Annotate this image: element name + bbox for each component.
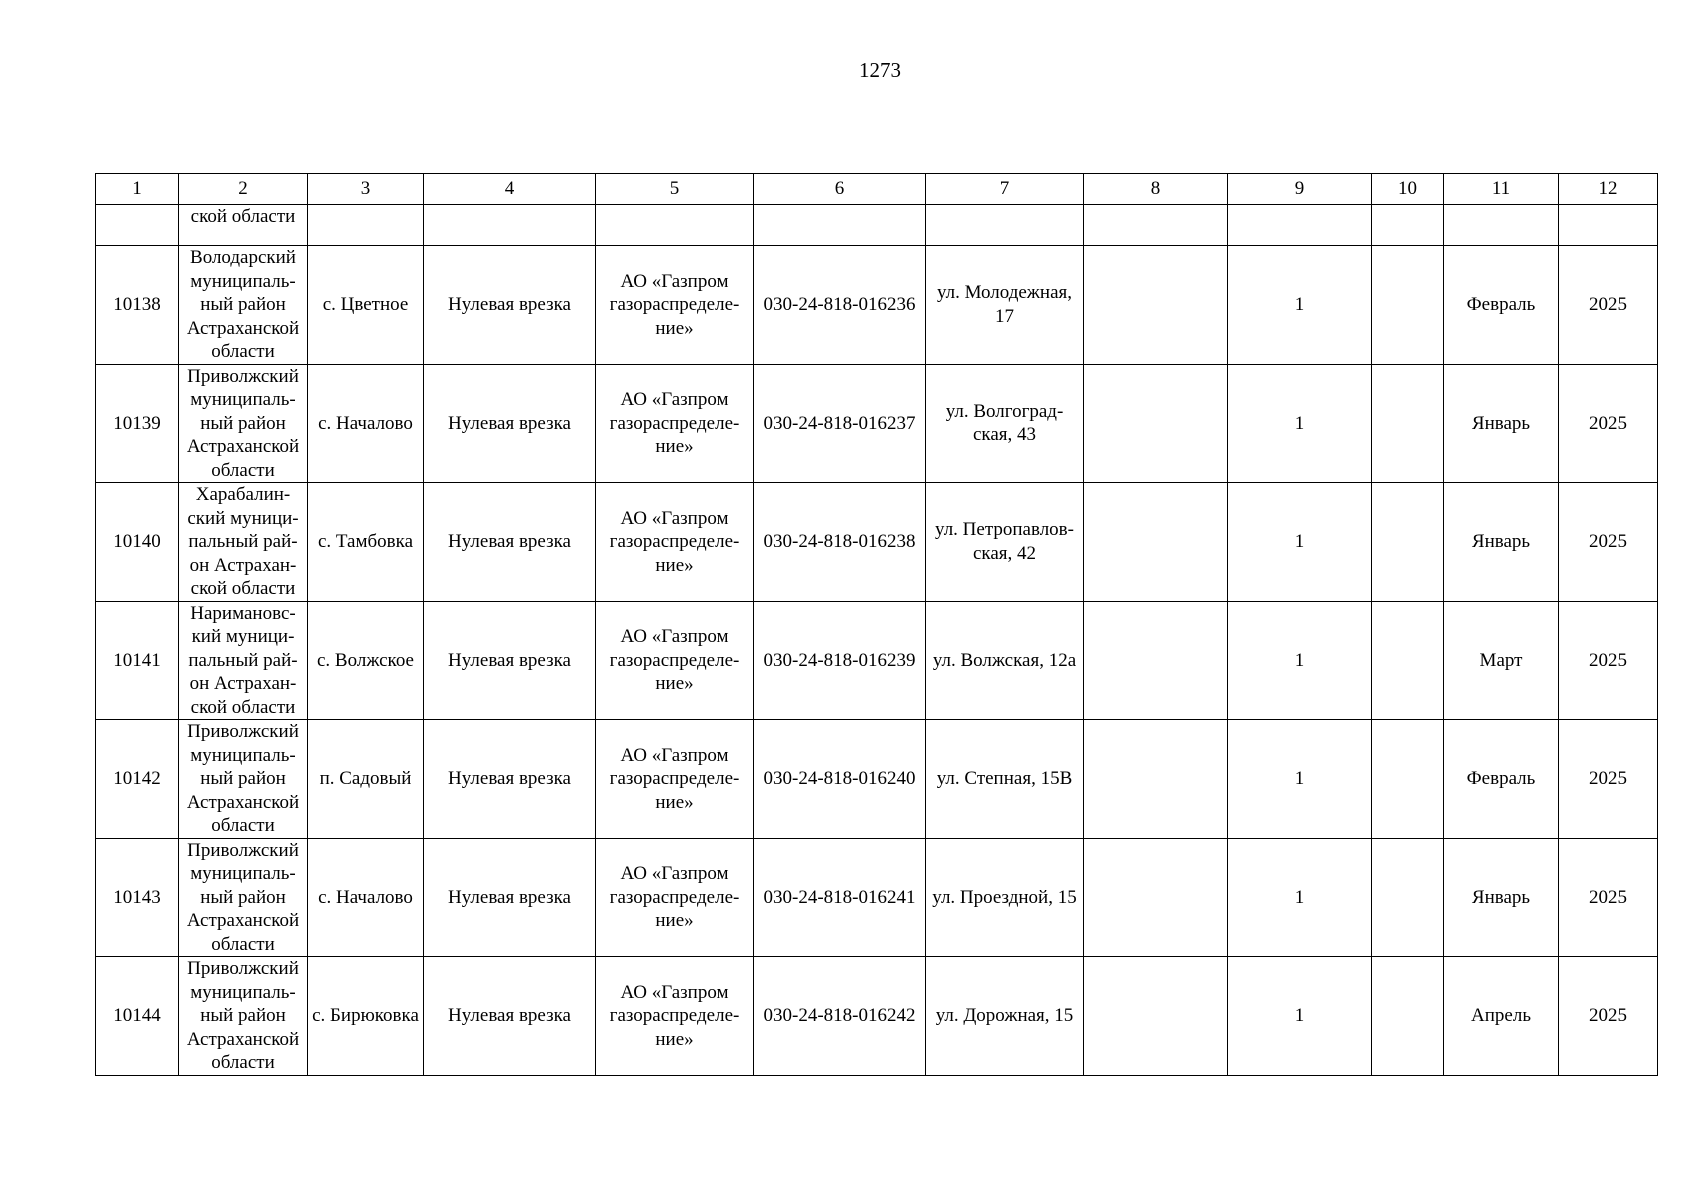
- column-8-cell: [1084, 483, 1228, 602]
- work-type-cell: Нулевая врезка: [424, 720, 596, 839]
- year-cell: 2025: [1559, 720, 1658, 839]
- column-number: 6: [754, 174, 926, 205]
- page-number: 1273: [859, 58, 901, 82]
- address-cell: [926, 838, 1084, 957]
- district-cell-line: ный район: [200, 294, 286, 315]
- district-cell-line: муниципаль-: [190, 981, 296, 1003]
- district-cell-line: области: [211, 459, 275, 481]
- work-type-cell: Нулевая врезка: [424, 957, 596, 1076]
- code-cell: 030-24-818-016240: [754, 720, 926, 839]
- organization-cell-line: ние»: [655, 1028, 694, 1050]
- district-cell-line: ный район: [200, 412, 286, 434]
- district-cell: [179, 601, 308, 720]
- empty-cell: [424, 205, 596, 246]
- district-cell-line: ской области: [190, 578, 296, 599]
- district-cell-line: Приволжский: [187, 958, 299, 979]
- district-cell-line: Астраханской: [186, 317, 300, 339]
- settlement-cell: с. Началово: [308, 838, 424, 957]
- row-id: 10144: [96, 957, 179, 1076]
- address-cell-line: ул. Петропавлов-: [935, 519, 1074, 541]
- column-10-cell: [1372, 483, 1444, 602]
- count-cell: 1: [1228, 720, 1372, 839]
- organization-cell: [596, 246, 754, 365]
- settlement-cell: с. Бирюковка: [308, 957, 424, 1076]
- month-cell: Март: [1444, 601, 1559, 720]
- settlement-cell: с. Тамбовка: [308, 483, 424, 602]
- work-type-cell: Нулевая врезка: [424, 601, 596, 720]
- organization-cell-line: газораспределе-: [609, 1005, 740, 1026]
- organization-cell-line: ние»: [655, 910, 694, 931]
- organization-cell-line: АО «Газпром: [620, 626, 729, 647]
- organization-cell-line: ние»: [655, 791, 694, 813]
- column-10-cell: [1372, 246, 1444, 365]
- organization-cell: [596, 720, 754, 839]
- count-cell: 1: [1228, 957, 1372, 1076]
- column-number-row: [96, 174, 1658, 205]
- district-cell-line: муниципаль-: [190, 744, 296, 766]
- row-id: 10143: [96, 838, 179, 957]
- district-cell-line: Астраханской: [186, 1028, 300, 1050]
- row-id: 10138: [96, 246, 179, 365]
- column-number: 8: [1084, 174, 1228, 205]
- table-row: [96, 483, 1658, 602]
- column-number: 2: [179, 174, 308, 205]
- empty-cell: [1559, 205, 1658, 246]
- column-number: 3: [308, 174, 424, 205]
- work-type-cell: Нулевая врезка: [424, 246, 596, 365]
- column-10-cell: [1372, 838, 1444, 957]
- district-continuation: ской области: [179, 205, 308, 246]
- continuation-row: [96, 205, 1658, 246]
- row-id: 10139: [96, 364, 179, 483]
- table-row: [96, 601, 1658, 720]
- district-cell-line: ный район: [200, 886, 286, 908]
- district-cell-line: области: [211, 341, 275, 362]
- empty-cell: [754, 205, 926, 246]
- row-id: 10142: [96, 720, 179, 839]
- address-cell-line: ул. Проездной, 15: [932, 886, 1077, 908]
- table-row: [96, 246, 1658, 365]
- empty-cell: [1372, 205, 1444, 246]
- code-cell: 030-24-818-016238: [754, 483, 926, 602]
- district-cell-line: Приволжский: [187, 721, 299, 742]
- address-cell: [926, 601, 1084, 720]
- column-8-cell: [1084, 838, 1228, 957]
- organization-cell-line: газораспределе-: [609, 649, 740, 671]
- column-number: 11: [1444, 174, 1559, 205]
- organization-cell-line: АО «Газпром: [620, 507, 729, 529]
- year-cell: 2025: [1559, 364, 1658, 483]
- month-cell: Январь: [1444, 838, 1559, 957]
- district-cell-line: кий муници-: [191, 626, 295, 647]
- organization-cell-line: АО «Газпром: [620, 744, 729, 766]
- column-number: 10: [1372, 174, 1444, 205]
- organization-cell-line: газораспределе-: [609, 768, 740, 789]
- count-cell: 1: [1228, 364, 1372, 483]
- register-table: [95, 173, 1658, 1076]
- organization-cell-line: АО «Газпром: [620, 389, 729, 410]
- address-cell-line: 17: [995, 305, 1014, 327]
- organization-cell-line: ние»: [655, 554, 694, 576]
- address-cell: [926, 957, 1084, 1076]
- table-row: [96, 838, 1658, 957]
- settlement-cell: п. Садовый: [308, 720, 424, 839]
- district-cell-line: Астраханской: [186, 791, 300, 813]
- code-cell: 030-24-818-016242: [754, 957, 926, 1076]
- empty-cell: [308, 205, 424, 246]
- organization-cell-line: газораспределе-: [609, 294, 740, 315]
- district-cell-line: Приволжский: [187, 365, 299, 387]
- table-row: [96, 364, 1658, 483]
- district-cell-line: Астраханской: [186, 910, 300, 931]
- settlement-cell: с. Волжское: [308, 601, 424, 720]
- row-id: 10140: [96, 483, 179, 602]
- work-type-cell: Нулевая врезка: [424, 364, 596, 483]
- column-8-cell: [1084, 601, 1228, 720]
- year-cell: 2025: [1559, 601, 1658, 720]
- address-cell-line: ул. Дорожная, 15: [935, 1005, 1074, 1026]
- address-cell: [926, 720, 1084, 839]
- organization-cell: [596, 957, 754, 1076]
- address-cell-line: ская, 42: [972, 542, 1037, 564]
- district-cell-line: области: [211, 1052, 275, 1073]
- district-cell-line: муниципаль-: [190, 389, 296, 410]
- district-cell-line: Володарский: [190, 247, 296, 268]
- organization-cell-line: газораспределе-: [609, 531, 740, 552]
- column-8-cell: [1084, 364, 1228, 483]
- district-cell-line: Приволжский: [187, 839, 299, 861]
- district-cell: [179, 483, 308, 602]
- district-cell: [179, 838, 308, 957]
- district-cell-line: муниципаль-: [190, 863, 296, 884]
- organization-cell-line: ние»: [655, 673, 694, 694]
- district-cell-line: Астраханской: [186, 436, 300, 457]
- address-cell-line: ул. Волжская, 12а: [932, 649, 1077, 671]
- work-type-cell: Нулевая врезка: [424, 483, 596, 602]
- empty-cell: [96, 205, 179, 246]
- empty-cell: [926, 205, 1084, 246]
- address-cell: [926, 483, 1084, 602]
- organization-cell-line: ние»: [655, 436, 694, 457]
- table-row: [96, 720, 1658, 839]
- address-cell-line: ул. Молодежная,: [936, 282, 1073, 304]
- code-cell: 030-24-818-016241: [754, 838, 926, 957]
- district-cell-line: ской области: [190, 696, 296, 718]
- row-id: 10141: [96, 601, 179, 720]
- column-number: 5: [596, 174, 754, 205]
- organization-cell: [596, 483, 754, 602]
- column-number: 9: [1228, 174, 1372, 205]
- month-cell: Февраль: [1444, 246, 1559, 365]
- settlement-cell: с. Цветное: [308, 246, 424, 365]
- month-cell: Январь: [1444, 364, 1559, 483]
- column-8-cell: [1084, 246, 1228, 365]
- district-cell-line: пальный рай-: [188, 531, 298, 552]
- month-cell: Апрель: [1444, 957, 1559, 1076]
- district-cell: [179, 364, 308, 483]
- column-8-cell: [1084, 720, 1228, 839]
- empty-cell: [1228, 205, 1372, 246]
- table-body: [96, 174, 1658, 1076]
- year-cell: 2025: [1559, 483, 1658, 602]
- count-cell: 1: [1228, 601, 1372, 720]
- year-cell: 2025: [1559, 838, 1658, 957]
- district-cell-line: пальный рай-: [188, 649, 298, 671]
- year-cell: 2025: [1559, 957, 1658, 1076]
- month-cell: Февраль: [1444, 720, 1559, 839]
- column-10-cell: [1372, 720, 1444, 839]
- address-cell-line: ул. Волгоград-: [945, 400, 1064, 422]
- organization-cell: [596, 601, 754, 720]
- code-cell: 030-24-818-016239: [754, 601, 926, 720]
- organization-cell-line: АО «Газпром: [620, 981, 729, 1003]
- count-cell: 1: [1228, 246, 1372, 365]
- count-cell: 1: [1228, 838, 1372, 957]
- code-cell: 030-24-818-016237: [754, 364, 926, 483]
- district-cell-line: ный район: [200, 1005, 286, 1026]
- empty-cell: [1084, 205, 1228, 246]
- empty-cell: [596, 205, 754, 246]
- district-cell-line: Наримановс-: [190, 602, 296, 624]
- district-cell-line: муниципаль-: [190, 270, 296, 292]
- district-cell: [179, 720, 308, 839]
- column-8-cell: [1084, 957, 1228, 1076]
- work-type-cell: Нулевая врезка: [424, 838, 596, 957]
- year-cell: 2025: [1559, 246, 1658, 365]
- organization-cell-line: АО «Газпром: [620, 270, 729, 292]
- district-cell-line: он Астрахан-: [189, 673, 297, 694]
- organization-cell-line: АО «Газпром: [620, 863, 729, 884]
- organization-cell: [596, 838, 754, 957]
- month-cell: Январь: [1444, 483, 1559, 602]
- address-cell: [926, 246, 1084, 365]
- organization-cell: [596, 364, 754, 483]
- district-cell-line: он Астрахан-: [189, 554, 297, 576]
- district-cell-line: области: [211, 815, 275, 836]
- district-cell-line: области: [211, 933, 275, 955]
- district-cell: [179, 246, 308, 365]
- district-cell-line: Харабалин-: [195, 484, 291, 505]
- column-number: 7: [926, 174, 1084, 205]
- column-number: 4: [424, 174, 596, 205]
- code-cell: 030-24-818-016236: [754, 246, 926, 365]
- organization-cell-line: газораспределе-: [609, 886, 740, 908]
- column-number: 1: [96, 174, 179, 205]
- address-cell-line: ул. Степная, 15В: [936, 768, 1073, 789]
- district-cell-line: ский муници-: [187, 507, 299, 529]
- column-10-cell: [1372, 601, 1444, 720]
- organization-cell-line: газораспределе-: [609, 412, 740, 434]
- address-cell-line: ская, 43: [972, 424, 1037, 446]
- column-10-cell: [1372, 364, 1444, 483]
- empty-cell: [1444, 205, 1559, 246]
- organization-cell-line: ние»: [655, 317, 694, 339]
- count-cell: 1: [1228, 483, 1372, 602]
- settlement-cell: с. Началово: [308, 364, 424, 483]
- district-cell: [179, 957, 308, 1076]
- table-row: [96, 957, 1658, 1076]
- address-cell: [926, 364, 1084, 483]
- column-10-cell: [1372, 957, 1444, 1076]
- district-cell-line: ный район: [200, 768, 286, 789]
- column-number: 12: [1559, 174, 1658, 205]
